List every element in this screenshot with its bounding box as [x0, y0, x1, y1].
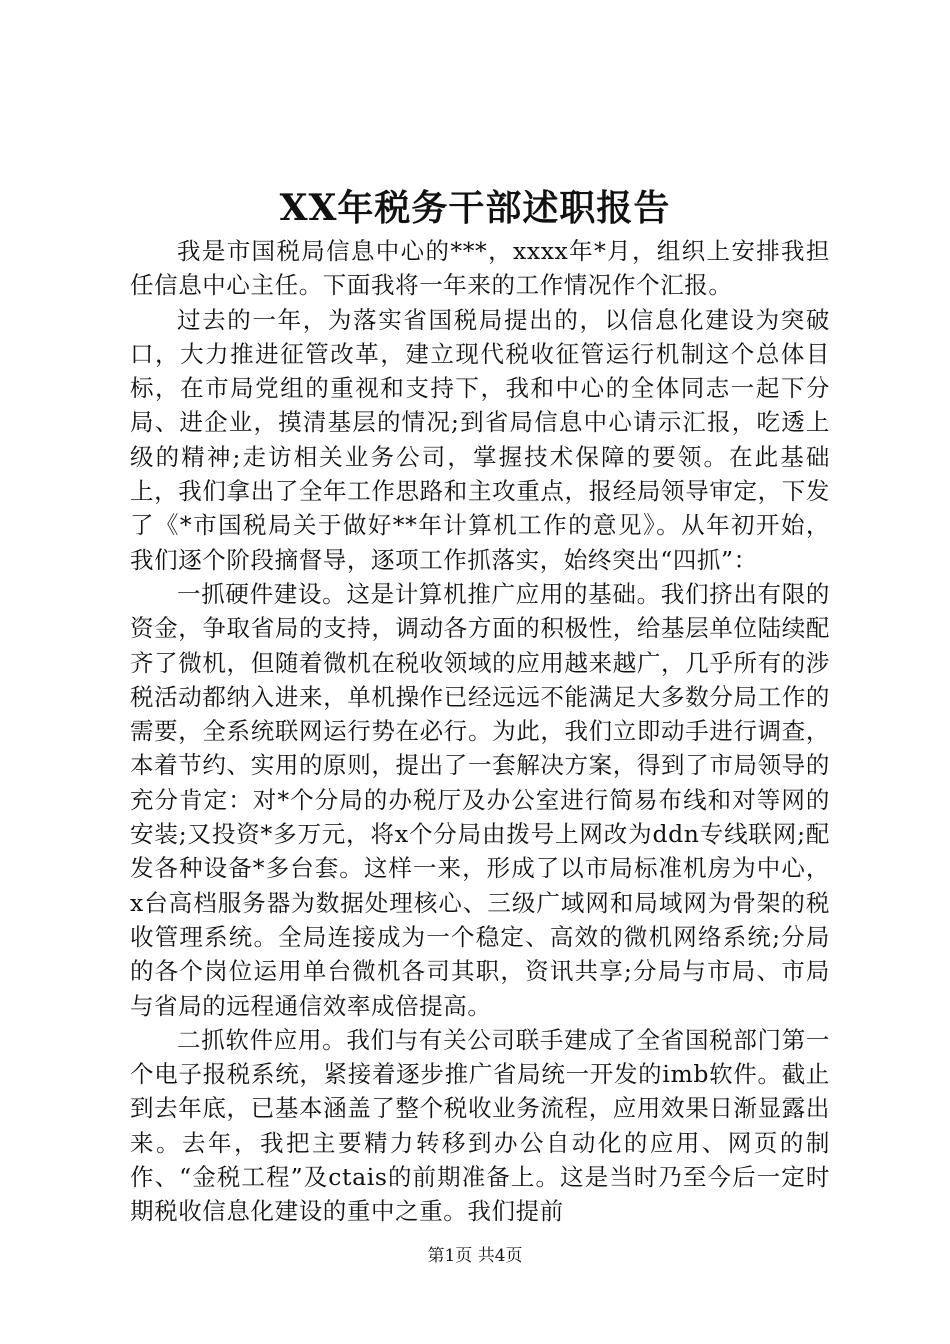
paragraph: 二抓软件应用。我们与有关公司联手建成了全省国税部门第一个电子报税系统，紧接着逐步推广省局统一开发的imb软件。截止到去年底，已基本涵盖了整个税收业务流程，应用效果日渐显露出来。去年，我把主要精力转移到办公自动化的应用、网页的制作、“金税工程”及ctais的前期准备上。这是当时乃至今后一定时期税收信息化建设的重中之重。我们提前	[130, 1025, 830, 1226]
document-body	[130, 234, 830, 1229]
paragraph: 我是市国税局信息中心的***，xxxx年*月，组织上安排我担任信息中心主任。下面我将一年来的工作情况作个汇报。	[130, 237, 830, 300]
paragraph: 过去的一年，为落实省国税局提出的，以信息化建设为突破口，大力推进征管改革，建立现代税收征管运行机制这个总体目标，在市局党组的重视和支持下，我和中心的全体同志一起下分局、进企业，摸清基层的情况;到省局信息中心请示汇报，吃透上级的精神;走访相关业务公司，掌握技术保障的要领。在此基础上，我们拿出了全年工作思路和主攻重点，报经局领导审定，下发了《*市国税局关于做好**年计算机工作的意见》。从年初开始，我们逐个阶段摘督导，逐项工作抓落实，始终突出“四抓”：	[130, 305, 830, 574]
page-footer: 第1页 共4页	[427, 1246, 523, 1266]
document-title: XX年税务干部述职报告	[279, 187, 671, 229]
paragraph: 一抓硬件建设。这是计算机推广应用的基础。我们挤出有限的资金，争取省局的支持，调动各方面的积极性，给基层单位陆续配齐了微机，但随着微机在税收领域的应用越来越广，几乎所有的涉税活动都纳入进来，单机操作已经远远不能满足大多数分局工作的需要，全系统联网运行势在必行。为此，我们立即动手进行调查，本着节约、实用的原则，提出了一套解决方案，得到了市局领导的充分肯定：对*个分局的办税厅及办公室进行简易布线和对等网的安装;又投资*多万元，将x个分局由拨号上网改为ddn专线联网;配发各种设备*多台套。这样一来，形成了以市局标准机房为中心，x台高档服务器为数据处理核心、三级广域网和局域网为骨架的税收管理系统。全局连接成为一个稳定、高效的微机网络系统;分局的各个岗位运用单台微机各司其职，资讯共享;分局与市局、市局与省局的远程通信效率成倍提高。	[130, 579, 830, 1020]
